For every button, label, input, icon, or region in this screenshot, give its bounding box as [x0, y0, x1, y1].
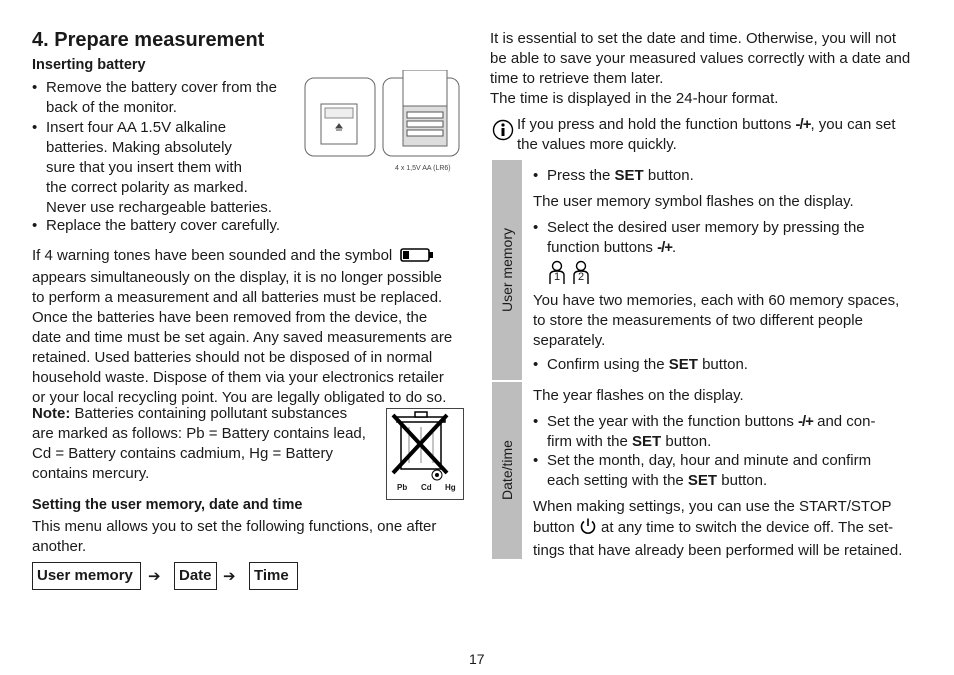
battery-bullet-1	[32, 78, 277, 118]
dt-text: button	[533, 519, 579, 536]
intro-line: time to retrieve them later.	[490, 70, 664, 87]
dt-text: and con-	[812, 413, 876, 430]
um-text: button.	[697, 356, 748, 373]
bullet-line: batteries. Making absolutely	[46, 139, 232, 156]
intro-line: be able to save your measured values correctly with a date and	[490, 50, 911, 67]
um-text: to store the measurements of two different people	[533, 312, 863, 329]
user-memory-band	[492, 160, 522, 380]
um-text: button.	[643, 167, 694, 184]
page-title: 4. Prepare measurement	[32, 29, 265, 51]
um-bullet-3	[533, 355, 748, 375]
set-label: SET	[632, 433, 662, 450]
setting-heading: Setting the user memory, date and time	[32, 497, 303, 513]
plus-minus-icon: -/+	[657, 239, 673, 256]
bin-label-pb: Pb	[397, 483, 408, 492]
battery-empty-icon	[400, 248, 434, 268]
um-text: You have two memories, each with 60 memory spaces,	[533, 292, 900, 309]
bin-label-hg: Hg	[445, 483, 456, 492]
page-number: 17	[469, 651, 485, 667]
note-paragraph	[32, 404, 366, 484]
set-label: SET	[687, 472, 718, 489]
note-label: Note:	[32, 405, 71, 422]
intro-line: It is essential to set the date and time. Otherwise, you will not	[490, 30, 897, 47]
flow-time: Time	[249, 562, 298, 590]
dt-para-1: The year flashes on the display.	[533, 387, 744, 404]
um-bullet-2	[533, 218, 865, 258]
plus-minus-icon: -/+	[798, 413, 813, 430]
dt-text: Set the year with the function buttons	[547, 413, 798, 430]
info-paragraph	[517, 115, 896, 155]
setting-line: This menu allows you to set the following functions, one after	[32, 518, 437, 535]
dt-text: • Set the month, day, hour and minute and confirm	[547, 452, 872, 469]
crossed-bin-figure	[386, 408, 464, 500]
intro-paragraph	[490, 29, 910, 109]
dt-para-2	[533, 497, 902, 561]
set-label: SET	[668, 356, 698, 373]
warning-line: Once the batteries have been removed from the device, the	[32, 309, 428, 326]
um-text: separately.	[533, 332, 606, 349]
dt-text: button.	[661, 433, 712, 450]
bullet-line: the correct polarity as marked.	[46, 179, 248, 196]
bullet-line: • Replace the battery cover carefully.	[46, 217, 281, 234]
um-para-1: The user memory symbol flashes on the display.	[533, 193, 854, 210]
flow-arrow-icon: ➔	[223, 568, 236, 585]
flow-date: Date	[174, 562, 217, 590]
bullet-line: • Remove the battery cover from the	[46, 79, 277, 96]
dt-text: each setting with the	[547, 472, 688, 489]
bin-label-cd: Cd	[421, 483, 432, 492]
dt-text: at any time to switch the device off. The set-	[596, 519, 894, 536]
memory-digit-2: 2	[578, 271, 585, 283]
intro-line: The time is displayed in the 24-hour format.	[490, 90, 779, 107]
inserting-battery-heading: Inserting battery	[32, 57, 146, 73]
bullet-line: Never use rechargeable batteries.	[46, 199, 272, 216]
dt-text: tings that have already been performed will be retained.	[533, 542, 903, 559]
battery-bullet-3	[32, 216, 280, 236]
warning-line: If 4 warning tones have been sounded and the symbol	[32, 247, 393, 264]
flow-arrow-icon: ➔	[148, 568, 161, 585]
power-icon	[579, 517, 597, 541]
setting-line: another.	[32, 538, 87, 555]
bullet-line: sure that you insert them with	[46, 159, 242, 176]
warning-line: to perform a measurement and all batteries must be replaced.	[32, 289, 443, 306]
note-line: are marked as follows: Pb = Battery contains lead,	[32, 425, 366, 442]
memory-digit-1: 1	[554, 271, 561, 283]
dt-bullet-1	[533, 412, 875, 452]
warning-line: date and time must be set again. Any saved measurements are	[32, 329, 453, 346]
um-text: Press the	[547, 167, 615, 184]
note-line: contains mercury.	[32, 465, 150, 482]
user-memory-symbols	[548, 260, 598, 286]
dt-text: When making settings, you can use the START/STOP	[533, 498, 892, 515]
warning-line: retained. Used batteries should not be disposed of in normal	[32, 349, 433, 366]
user-memory-label: User memory	[499, 228, 515, 313]
info-text: If you press and hold the function buttons	[517, 116, 792, 133]
um-para-2	[533, 291, 899, 351]
warning-line: appears simultaneously on the display, it is no longer possible	[32, 269, 442, 286]
um-text: • Select the desired user memory by pressing the	[547, 219, 865, 236]
dt-text: button.	[717, 472, 768, 489]
battery-bullet-2	[32, 118, 272, 218]
bullet-line: • Insert four AA 1.5V alkaline	[46, 119, 227, 136]
um-text: .	[672, 239, 677, 256]
date-time-band	[492, 382, 522, 559]
info-text: the values more quickly.	[517, 136, 677, 153]
plus-minus-icon: -/+	[795, 116, 811, 133]
um-text: function buttons	[547, 239, 658, 256]
set-label: SET	[614, 167, 644, 184]
note-line: Batteries containing pollutant substances	[74, 405, 348, 422]
battery-compartment-figure	[303, 70, 463, 176]
dt-bullet-2	[533, 451, 871, 491]
bullet-line: back of the monitor.	[46, 99, 177, 116]
um-bullet-1	[533, 166, 694, 186]
setting-paragraph	[32, 517, 436, 557]
battery-caption: 4 x 1,5V AA (LR6)	[395, 165, 451, 172]
dt-text: firm with the	[547, 433, 633, 450]
um-text: Confirm using the	[547, 356, 669, 373]
date-time-label: Date/time	[499, 440, 515, 500]
flow-user-memory: User memory	[32, 562, 141, 590]
warning-paragraph	[32, 246, 452, 408]
warning-line: or your local recycling point. You are legally obligated to do so.	[32, 389, 447, 406]
info-icon	[492, 119, 514, 147]
warning-line: household waste. Dispose of them via your electronics retailer	[32, 369, 444, 386]
note-line: Cd = Battery contains cadmium, Hg = Battery	[32, 445, 333, 462]
info-text: , you can set	[810, 116, 896, 133]
